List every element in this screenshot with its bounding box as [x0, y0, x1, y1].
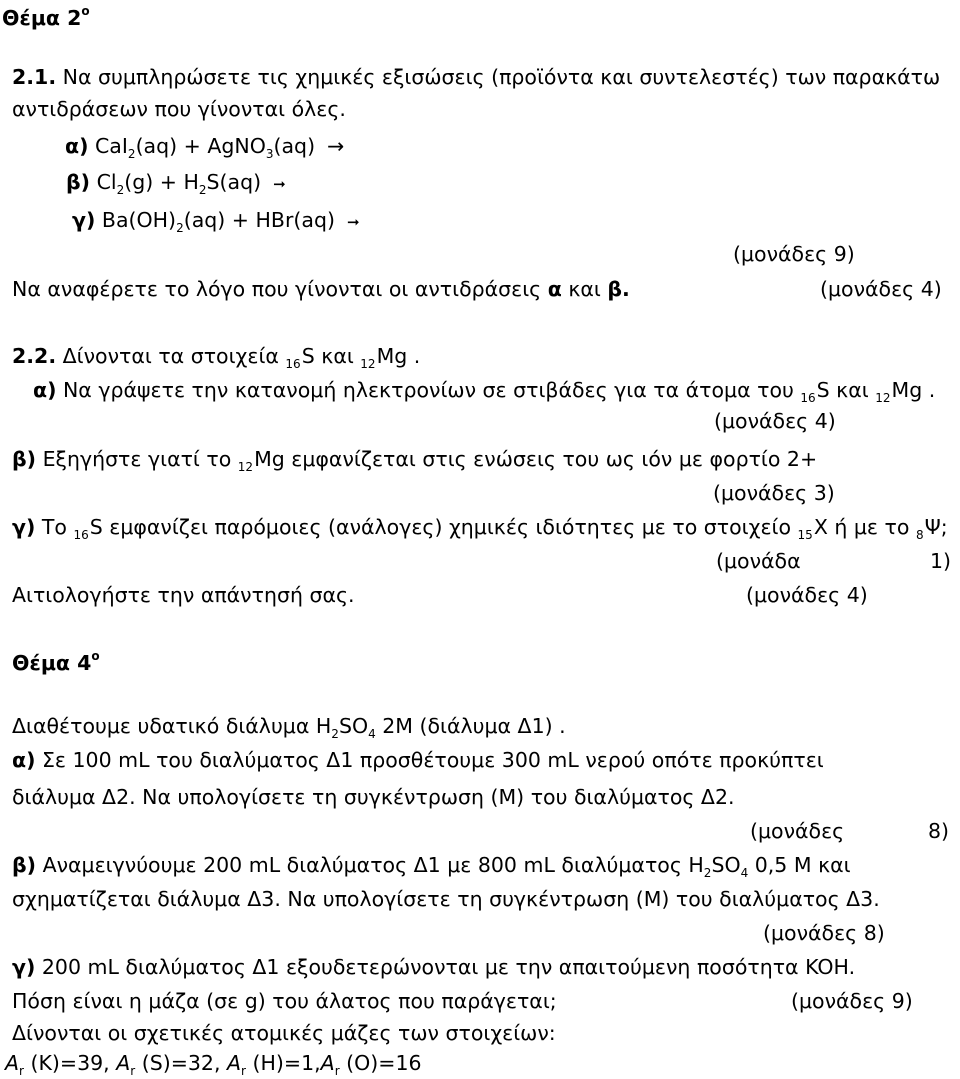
- points-t4a-num: 8): [928, 819, 950, 843]
- q22-a: α) Να γράψετε την κατανομή ηλεκτρονίων σε στιβάδες για τα άτομα του $_{16}$S και $_{12}$Mg .: [33, 378, 936, 405]
- theme4-title: Θέμα $4^o$: [12, 649, 100, 675]
- points-t4b: (μονάδες 8): [763, 921, 885, 945]
- q21-intro-line2: αντιδράσεων που γίνονται όλες.: [12, 97, 346, 121]
- points-q22g-num: 1): [930, 549, 952, 573]
- q22-g: γ) Το $_{16}$S εμφανίζει παρόμοιες (ανάλογες) χημικές ιδιότητες με το στοιχείο $_{15}$Χ ή με το $_8$Ψ;: [12, 515, 948, 542]
- t4-intro: Διαθέτουμε υδατικό διάλυμα $H_2SO_4$ 2M (διάλυμα Δ1) .: [12, 714, 566, 741]
- t4-g-line1: γ) 200 mL διαλύματος Δ1 εξουδετερώνονται με την απαιτούμενη ποσότητα KOH.: [12, 955, 856, 979]
- points-q21: (μονάδες 9): [733, 242, 855, 266]
- q21-reason: Να αναφέρετε το λόγο που γίνονται οι αντιδράσεις α και β.: [12, 277, 630, 301]
- points-q22g-word: (μονάδα: [716, 549, 801, 573]
- arrow-icon: ➞: [273, 175, 286, 193]
- t4-b-line2: σχηματίζεται διάλυμα Δ3. Να υπολογίσετε τη συγκέντρωση (M) του διαλύματος Δ3.: [12, 887, 880, 911]
- arrow-icon: ➞: [346, 213, 360, 231]
- equation-a: α) CaI$_2$(aq) + AgNO$_3$(aq) →: [65, 134, 345, 161]
- points-justify: (μονάδες 4): [746, 583, 868, 607]
- q22-intro: 2.2. Δίνονται τα στοιχεία $_{16}$S και $_{12}$Mg .: [12, 344, 421, 371]
- equation-g: γ) $Ba(OH)_2(aq) + HBr(aq)$ ➞: [72, 208, 360, 235]
- q22-b: β) Εξηγήστε γιατί το $_{12}$Mg εμφανίζεται στις ενώσεις του ως ιόν με φορτίο 2+: [12, 447, 818, 474]
- arrow-icon: →: [327, 134, 345, 158]
- equation-b: β) $Cl_2(g) + H_2S(aq)$ ➞: [66, 170, 286, 197]
- points-q22b: (μονάδες 3): [713, 481, 835, 505]
- q21-intro-line1: 2.1. Να συμπληρώσετε τις χημικές εξισώσεις (προϊόντα και συντελεστές) των παρακάτω: [12, 65, 941, 89]
- t4-b-line1: β) Αναμειγνύουμε 200 mL διαλύματος Δ1 με 800 mL διαλύματος $H_2SO_4$ 0,5 M και: [12, 853, 851, 880]
- t4-given: Δίνονται οι σχετικές ατομικές μάζες των στοιχείων:: [12, 1021, 556, 1045]
- t4-g-line2: Πόση είναι η μάζα (σε g) του άλατος που παράγεται;: [12, 989, 557, 1013]
- points-reason: (μονάδες 4): [820, 277, 942, 301]
- q22-justify: Αιτιολογήστε την απάντησή σας.: [12, 583, 355, 607]
- points-t4a-word: (μονάδες: [750, 819, 845, 843]
- t4-a-line1: α) Σε 100 mL του διαλύματος Δ1 προσθέτουμε 300 mL νερού οπότε προκύπτει: [12, 748, 824, 772]
- points-q22a: (μονάδες 4): [714, 409, 836, 433]
- points-t4g: (μονάδες 9): [791, 989, 913, 1013]
- atomic-masses: $A_r$ (K)=39, $A_r$ (S)=32, $A_r$ $(H)=1,A_r$ (O)=16: [5, 1051, 422, 1078]
- theme2-title: Θέμα $2^o$: [2, 4, 90, 30]
- t4-a-line2: διάλυμα Δ2. Να υπολογίσετε τη συγκέντρωση (M) του διαλύματος Δ2.: [12, 785, 735, 809]
